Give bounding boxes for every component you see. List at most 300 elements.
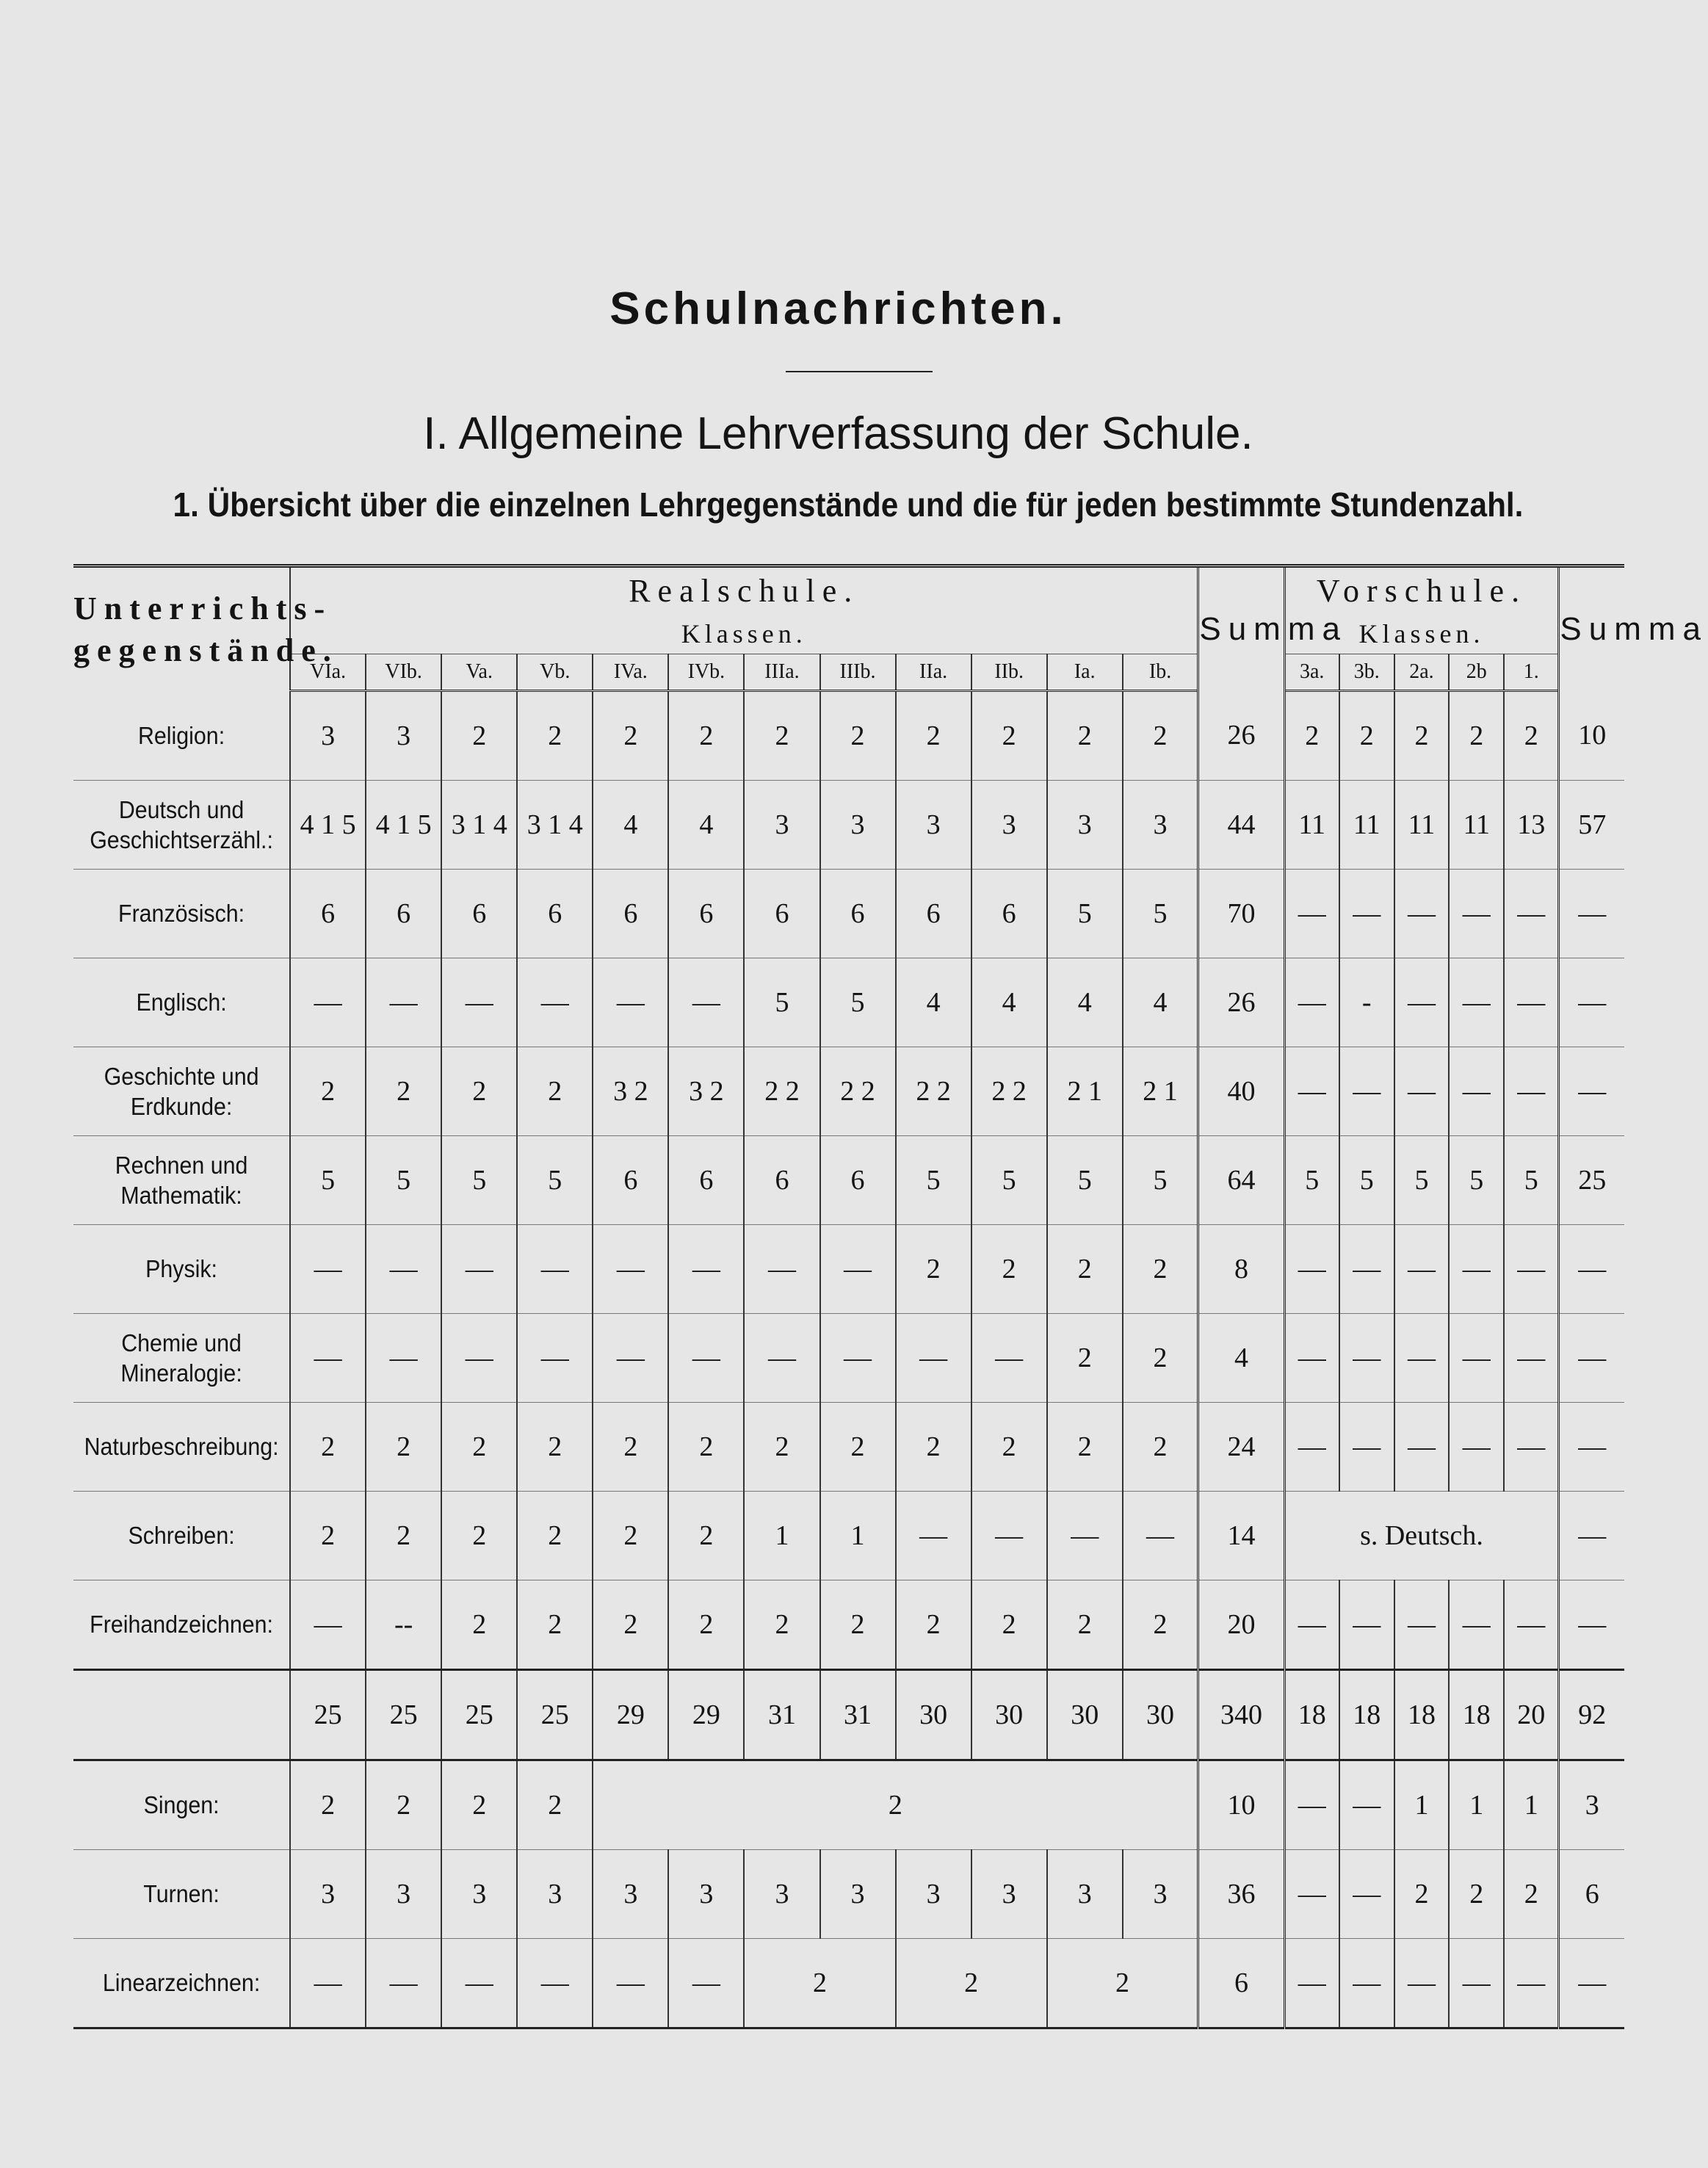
realschule-cell: 4 1 5 [366, 781, 441, 870]
vorschule-summa-header: Summa [1559, 566, 1624, 691]
vorschule-cell: — [1284, 870, 1339, 958]
realschule-cell: 2 [441, 1760, 517, 1850]
realschule-cell: 4 [593, 781, 668, 870]
realschule-cell: 3 [366, 691, 441, 781]
vorschule-cell: — [1284, 1850, 1339, 1939]
realschule-cell: 3 [744, 1850, 819, 1939]
realschule-cell: 4 [1047, 958, 1123, 1047]
vorschule-class-label: 2a. [1394, 654, 1450, 691]
table-row [73, 781, 1624, 870]
realschule-cell: 2 [290, 1760, 366, 1850]
realschule-cell: 2 [668, 1403, 744, 1492]
total-cell: 31 [820, 1670, 896, 1760]
vorschule-cell: — [1449, 1580, 1504, 1670]
realschule-cell: 3 [290, 691, 366, 781]
vorschule-cell: — [1394, 1225, 1450, 1314]
vorschule-cell: — [1504, 1580, 1559, 1670]
realschule-cell: 6 [820, 870, 896, 958]
summa-cell: 26 [1198, 691, 1284, 781]
realschule-cell: 3 [441, 1850, 517, 1939]
class-label: VIa. [290, 654, 366, 691]
realschule-cell: 2 [290, 1403, 366, 1492]
vorschule-summa-cell: — [1559, 1492, 1624, 1580]
vorschule-summa-cell: 25 [1559, 1136, 1624, 1225]
subject-label: Linearzeichnen: [82, 1939, 281, 2028]
realschule-cell: 2 [517, 1580, 593, 1670]
realschule-cell: — [517, 958, 593, 1047]
vorschule-cell: — [1284, 1225, 1339, 1314]
realschule-cell: 2 [517, 1492, 593, 1580]
summa-cell: 10 [1198, 1760, 1284, 1850]
realschule-cell: — [896, 1492, 971, 1580]
summa-cell: 70 [1198, 870, 1284, 958]
vorschule-cell: — [1339, 1760, 1394, 1850]
realschule-cell: — [290, 958, 366, 1047]
realschule-cell: 2 [593, 1492, 668, 1580]
realschule-cell: 3 [971, 781, 1047, 870]
vorschule-cell: — [1449, 958, 1504, 1047]
total-vorschule-summa-cell: 92 [1559, 1670, 1624, 1760]
vorschule-summa-cell: — [1559, 958, 1624, 1047]
section-title: I. Allgemeine Lehrverfassung der Schule. [423, 408, 1253, 459]
total-cell: 29 [668, 1670, 744, 1760]
realschule-cell: 2 [517, 1047, 593, 1136]
subject-label: Rechnen und Mathematik: [82, 1136, 281, 1225]
subject-label: Deutsch und Geschichtserzähl.: [82, 781, 281, 870]
vorschule-summa-cell: 10 [1559, 691, 1624, 781]
realschule-pair-cell: 2 [896, 1939, 1047, 2028]
subject-header: Unterrichts-gegenstände. [73, 590, 339, 668]
summa-cell: 44 [1198, 781, 1284, 870]
realschule-cell: — [290, 1225, 366, 1314]
realschule-pair-cell: 2 [1047, 1939, 1198, 2028]
realschule-cell: 2 [366, 1492, 441, 1580]
vorschule-cell: — [1284, 1047, 1339, 1136]
total-vorschule-cell: 18 [1284, 1670, 1339, 1760]
realschule-cell: 6 [744, 870, 819, 958]
vorschule-cell: — [1394, 1939, 1450, 2028]
realschule-cell: 4 [896, 958, 971, 1047]
total-cell: 25 [517, 1670, 593, 1760]
table-row [73, 1136, 1624, 1225]
total-cell: 30 [971, 1670, 1047, 1760]
realschule-cell: 2 [593, 1403, 668, 1492]
realschule-cell: 3 [820, 1850, 896, 1939]
realschule-cell: 5 [1123, 1136, 1198, 1225]
realschule-cell: 5 [1047, 1136, 1123, 1225]
realschule-cell: — [744, 1314, 819, 1403]
vorschule-cell: — [1339, 1580, 1394, 1670]
vorschule-cell: 2 [1394, 691, 1450, 781]
realschule-cell: 2 [1123, 1225, 1198, 1314]
realschule-cell: 5 [971, 1136, 1047, 1225]
realschule-cell: — [593, 1225, 668, 1314]
summa-cell: 36 [1198, 1850, 1284, 1939]
vorschule-cell: — [1394, 1047, 1450, 1136]
realschule-cell: 4 [971, 958, 1047, 1047]
vorschule-cell: 1 [1394, 1760, 1450, 1850]
vorschule-header: Vorschule. [1284, 566, 1559, 614]
vorschule-cell: — [1394, 1403, 1450, 1492]
vorschule-class-label: 2b [1449, 654, 1504, 691]
summa-cell: 24 [1198, 1403, 1284, 1492]
realschule-cell: — [668, 1939, 744, 2028]
realschule-cell: 2 [971, 691, 1047, 781]
vorschule-cell: — [1449, 870, 1504, 958]
realschule-cell: 5 [1047, 870, 1123, 958]
summa-cell: 40 [1198, 1047, 1284, 1136]
realschule-cell: 5 [517, 1136, 593, 1225]
table-row [73, 1225, 1624, 1314]
vorschule-cell: — [1504, 1939, 1559, 2028]
class-label: IIIa. [744, 654, 819, 691]
realschule-cell: 2 [517, 1403, 593, 1492]
realschule-cell: — [668, 958, 744, 1047]
total-cell: 30 [896, 1670, 971, 1760]
vorschule-cell: 1 [1504, 1760, 1559, 1850]
realschule-cell: 3 [896, 781, 971, 870]
realschule-cell: — [517, 1314, 593, 1403]
realschule-cell: 2 [896, 1403, 971, 1492]
realschule-cell: — [441, 958, 517, 1047]
realschule-cell: 1 [744, 1492, 819, 1580]
class-label: Va. [441, 654, 517, 691]
realschule-cell: 3 2 [593, 1047, 668, 1136]
totals-row [73, 1670, 1624, 1760]
vorschule-cell: — [1449, 1403, 1504, 1492]
realschule-cell: 2 [366, 1047, 441, 1136]
vorschule-cell: 11 [1339, 781, 1394, 870]
realschule-cell: — [290, 1939, 366, 2028]
vorschule-cell: — [1394, 958, 1450, 1047]
summa-header: Summa [1198, 566, 1284, 691]
realschule-cell: 2 [1047, 1225, 1123, 1314]
realschule-cell: 2 [744, 691, 819, 781]
realschule-cell: — [971, 1314, 1047, 1403]
class-label: VIb. [366, 654, 441, 691]
realschule-cell: — [896, 1314, 971, 1403]
vorschule-cell: 1 [1449, 1760, 1504, 1850]
vorschule-cell: — [1394, 870, 1450, 958]
realschule-cell: — [441, 1939, 517, 2028]
realschule-cell: 2 [1047, 1580, 1123, 1670]
vorschule-cell: 13 [1504, 781, 1559, 870]
realschule-cell: — [517, 1939, 593, 2028]
realschule-pair-cell: 2 [744, 1939, 895, 2028]
vorschule-cell: 2 [1504, 1850, 1559, 1939]
realschule-cell: 6 [896, 870, 971, 958]
realschule-cell: — [971, 1492, 1047, 1580]
realschule-cell: — [593, 1314, 668, 1403]
vorschule-cell: — [1339, 1047, 1394, 1136]
realschule-cell: 2 [971, 1403, 1047, 1492]
realschule-cell: 3 [517, 1850, 593, 1939]
vorschule-cell: 2 [1339, 691, 1394, 781]
realschule-cell: 2 [517, 691, 593, 781]
vorschule-class-label: 3a. [1284, 654, 1339, 691]
realschule-cell: 3 [366, 1850, 441, 1939]
realschule-cell: 2 [896, 691, 971, 781]
subject-label: Schreiben: [82, 1492, 281, 1580]
realschule-cell: 3 [668, 1850, 744, 1939]
realschule-cell: 2 [517, 1760, 593, 1850]
vorschule-cell: — [1504, 1314, 1559, 1403]
realschule-cell: 2 [820, 1403, 896, 1492]
vorschule-summa-cell: 57 [1559, 781, 1624, 870]
vorschule-cell: — [1339, 1314, 1394, 1403]
vorschule-cell: — [1504, 958, 1559, 1047]
realschule-cell: 2 [441, 1580, 517, 1670]
table-row [73, 691, 1624, 781]
vorschule-cell: — [1394, 1580, 1450, 1670]
vorschule-cell: 11 [1449, 781, 1504, 870]
vorschule-summa-cell: — [1559, 1939, 1624, 2028]
vorschule-note: s. Deutsch. [1284, 1492, 1559, 1580]
realschule-cell: 5 [366, 1136, 441, 1225]
vorschule-summa-cell: — [1559, 1047, 1624, 1136]
realschule-cell: 2 [668, 691, 744, 781]
realschule-cell: 2 [820, 691, 896, 781]
vorschule-cell: — [1449, 1314, 1504, 1403]
table-row [73, 1939, 1624, 2028]
realschule-cell: 3 [971, 1850, 1047, 1939]
subject-label: Physik: [82, 1225, 281, 1314]
realschule-cell: 2 2 [820, 1047, 896, 1136]
realschule-cell: 6 [820, 1136, 896, 1225]
realschule-cell: 5 [1123, 870, 1198, 958]
realschule-cell: 3 [1047, 781, 1123, 870]
vorschule-cell: — [1504, 870, 1559, 958]
realschule-cell: — [441, 1225, 517, 1314]
vorschule-class-label: 3b. [1339, 654, 1394, 691]
realschule-merged-cell: 2 [593, 1760, 1198, 1850]
table-row [73, 1403, 1624, 1492]
realschule-cell: 2 [896, 1580, 971, 1670]
vorschule-cell: — [1449, 1047, 1504, 1136]
table-row [73, 1314, 1624, 1403]
vorschule-cell: — [1284, 1939, 1339, 2028]
subject-label: Turnen: [82, 1850, 281, 1939]
realschule-cell: — [366, 958, 441, 1047]
realschule-cell: 3 [1123, 1850, 1198, 1939]
summa-cell: 6 [1198, 1939, 1284, 2028]
class-label: IVa. [593, 654, 668, 691]
vorschule-cell: 2 [1504, 691, 1559, 781]
vorschule-cell: 5 [1449, 1136, 1504, 1225]
realschule-cell: 3 [744, 781, 819, 870]
total-vorschule-cell: 20 [1504, 1670, 1559, 1760]
vorschule-summa-cell: — [1559, 1403, 1624, 1492]
vorschule-cell: 11 [1284, 781, 1339, 870]
realschule-cell: 2 [971, 1580, 1047, 1670]
realschule-cell: 6 [971, 870, 1047, 958]
vorschule-cell: — [1504, 1225, 1559, 1314]
vorschule-cell: — [1284, 958, 1339, 1047]
table-row [73, 1492, 1624, 1580]
vorschule-cell: — [1284, 1403, 1339, 1492]
realschule-cell: 5 [290, 1136, 366, 1225]
summa-cell: 14 [1198, 1492, 1284, 1580]
class-label: IIb. [971, 654, 1047, 691]
realschule-cell: 2 [593, 691, 668, 781]
page-title: Schulnachrichten. [609, 283, 1067, 334]
realschule-cell: 2 [290, 1047, 366, 1136]
vorschule-cell: 5 [1394, 1136, 1450, 1225]
vorschule-cell: - [1339, 958, 1394, 1047]
realschule-cell: — [1123, 1492, 1198, 1580]
realschule-cell: 6 [744, 1136, 819, 1225]
realschule-cell: 2 [744, 1403, 819, 1492]
class-label: Ia. [1047, 654, 1123, 691]
realschule-cell: 2 [1047, 1403, 1123, 1492]
realschule-cell: 6 [517, 870, 593, 958]
vorschule-cell: 2 [1449, 1850, 1504, 1939]
title-divider [786, 371, 933, 372]
realschule-cell: 2 [441, 1403, 517, 1492]
realschule-cell: — [290, 1580, 366, 1670]
vorschule-cell: 2 [1284, 691, 1339, 781]
realschule-cell: 2 [366, 1760, 441, 1850]
realschule-cell: -- [366, 1580, 441, 1670]
realschule-cell: 2 2 [971, 1047, 1047, 1136]
summa-cell: 8 [1198, 1225, 1284, 1314]
table-row [73, 1047, 1624, 1136]
vorschule-cell: — [1339, 1939, 1394, 2028]
total-cell: 29 [593, 1670, 668, 1760]
vorschule-klassen-label: Klassen. [1284, 613, 1559, 654]
subject-label: Französisch: [82, 870, 281, 958]
realschule-cell: 2 [820, 1580, 896, 1670]
header-row-1 [73, 566, 1624, 614]
realschule-cell: 3 1 4 [441, 781, 517, 870]
vorschule-cell: — [1284, 1314, 1339, 1403]
realschule-cell: — [820, 1225, 896, 1314]
realschule-cell: 2 1 [1047, 1047, 1123, 1136]
realschule-cell: 2 [1123, 1580, 1198, 1670]
realschule-cell: 6 [366, 870, 441, 958]
realschule-cell: 3 [593, 1850, 668, 1939]
realschule-cell: 4 [1123, 958, 1198, 1047]
class-label: IIa. [896, 654, 971, 691]
realschule-cell: 1 [820, 1492, 896, 1580]
lesson-table [73, 564, 1708, 2029]
realschule-cell: — [668, 1225, 744, 1314]
realschule-cell: 3 2 [668, 1047, 744, 1136]
total-cell: 25 [366, 1670, 441, 1760]
realschule-cell: 6 [668, 870, 744, 958]
subject-label: Naturbeschreibung: [82, 1403, 281, 1492]
vorschule-summa-cell: 6 [1559, 1850, 1624, 1939]
realschule-header: Realschule. [290, 566, 1198, 614]
realschule-cell: 2 [1123, 1314, 1198, 1403]
table-row [73, 958, 1624, 1047]
total-cell: 30 [1047, 1670, 1123, 1760]
summa-cell: 64 [1198, 1136, 1284, 1225]
table-row [73, 1850, 1624, 1939]
realschule-cell: 6 [593, 1136, 668, 1225]
realschule-cell: 5 [441, 1136, 517, 1225]
realschule-cell: 3 [290, 1850, 366, 1939]
class-label: Ib. [1123, 654, 1198, 691]
vorschule-cell: 5 [1504, 1136, 1559, 1225]
realschule-cell: 3 [896, 1850, 971, 1939]
subject-label: Religion: [82, 691, 281, 781]
total-cell: 31 [744, 1670, 819, 1760]
realschule-cell: — [744, 1225, 819, 1314]
table-row [73, 870, 1624, 958]
realschule-cell: 2 [441, 1492, 517, 1580]
totals-label [82, 1670, 281, 1760]
realschule-cell: 2 [1123, 1403, 1198, 1492]
subsection-title: 1. Übersicht über die einzelnen Lehrgegenstände und die für jeden bestimmte Stundenzahl. [173, 485, 1524, 524]
subject-label: Freihandzeichnen: [82, 1580, 281, 1670]
realschule-cell: 3 [820, 781, 896, 870]
realschule-cell: 6 [668, 1136, 744, 1225]
realschule-cell: — [366, 1225, 441, 1314]
summa-cell: 20 [1198, 1580, 1284, 1670]
realschule-cell: 2 [971, 1225, 1047, 1314]
realschule-cell: — [1047, 1492, 1123, 1580]
vorschule-cell: — [1284, 1580, 1339, 1670]
vorschule-cell: 2 [1449, 691, 1504, 781]
vorschule-summa-cell: — [1559, 1580, 1624, 1670]
subject-label: Englisch: [82, 958, 281, 1047]
vorschule-cell: — [1339, 1403, 1394, 1492]
realschule-cell: 2 [593, 1580, 668, 1670]
realschule-cell: 6 [441, 870, 517, 958]
summa-cell: 26 [1198, 958, 1284, 1047]
realschule-cell: 2 [1047, 1314, 1123, 1403]
vorschule-cell: — [1449, 1225, 1504, 1314]
vorschule-cell: — [1284, 1760, 1339, 1850]
vorschule-cell: 5 [1284, 1136, 1339, 1225]
class-label: IVb. [668, 654, 744, 691]
realschule-cell: 3 [1123, 781, 1198, 870]
realschule-cell: — [820, 1314, 896, 1403]
table-row [73, 1760, 1624, 1850]
total-cell: 25 [290, 1670, 366, 1760]
total-vorschule-cell: 18 [1449, 1670, 1504, 1760]
realschule-cell: 2 2 [744, 1047, 819, 1136]
vorschule-cell: 2 [1394, 1850, 1450, 1939]
vorschule-summa-cell: — [1559, 1314, 1624, 1403]
realschule-cell: — [593, 1939, 668, 2028]
realschule-cell: 3 [1047, 1850, 1123, 1939]
subject-label: Singen: [82, 1760, 281, 1850]
realschule-cell: 2 [668, 1492, 744, 1580]
vorschule-cell: — [1394, 1314, 1450, 1403]
realschule-cell: — [593, 958, 668, 1047]
vorschule-summa-cell: 3 [1559, 1760, 1624, 1850]
realschule-cell: 2 [744, 1580, 819, 1670]
total-vorschule-cell: 18 [1339, 1670, 1394, 1760]
realschule-cell: 2 [1047, 691, 1123, 781]
realschule-cell: 5 [744, 958, 819, 1047]
realschule-cell: — [441, 1314, 517, 1403]
realschule-cell: 2 [366, 1403, 441, 1492]
class-label: IIIb. [820, 654, 896, 691]
vorschule-cell: 5 [1339, 1136, 1394, 1225]
realschule-cell: 2 1 [1123, 1047, 1198, 1136]
vorschule-cell: 11 [1394, 781, 1450, 870]
realschule-cell: 3 1 4 [517, 781, 593, 870]
realschule-cell: — [290, 1314, 366, 1403]
realschule-cell: 6 [290, 870, 366, 958]
realschule-cell: — [517, 1225, 593, 1314]
realschule-cell: — [366, 1939, 441, 2028]
class-label: Vb. [517, 654, 593, 691]
realschule-cell: — [366, 1314, 441, 1403]
